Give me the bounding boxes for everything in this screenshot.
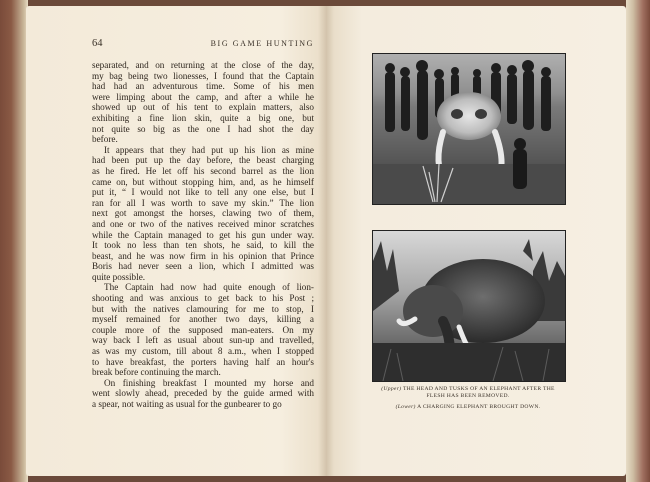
text-line: while the Captain managed to get his gun under way. (92, 229, 314, 240)
body-text (92, 60, 314, 410)
text-line: It appears that they had put up his lion as mine (104, 144, 314, 155)
text-line: not quite so big as the one I had shot the day (92, 123, 314, 134)
text-line: before. (92, 134, 118, 145)
text-line: as was my custom, till about 8 a.m., when I stopped (92, 346, 314, 357)
text-line: shooting and was anxious to get back to his Post ; (92, 293, 314, 304)
text-line: put it, “ I would not like to tell any one else, but I (92, 187, 314, 198)
text-line: ran for all I was worth to save my skin.” The lion (92, 197, 314, 208)
text-line: and one or two of the natives received minor scratches (92, 218, 314, 229)
caption-upper-text-2: FLESH HAS BEEN REMOVED. (426, 393, 510, 399)
running-head: BIG GAME HUNTING (210, 39, 314, 48)
text-line: my bag being two lionesses, I found that the Captain (92, 70, 314, 81)
text-line: had had an adventurous time. Some of his men (92, 81, 314, 92)
text-line: myself remained for another two days, killing a (92, 314, 314, 325)
text-line: as he fired. He let off his second barrel as the lion (92, 165, 314, 176)
book-gutter (318, 6, 334, 476)
text-line: couple more of the supposed man-eaters. On my (92, 324, 314, 335)
charging-elephant-image (373, 231, 565, 381)
text-line: break before continuing the march. (92, 367, 221, 378)
text-line: came on, but without stopping him, and, as he himself (92, 176, 314, 187)
page-number: 64 (92, 38, 103, 49)
caption-upper (372, 386, 564, 400)
photo-charging-elephant (372, 230, 566, 382)
text-line: exhibiting a fine lion skin, quite a big one, but (92, 112, 314, 123)
text-line: next got amongst the horses, clawing two of them, (92, 208, 314, 219)
text-line: separated, and on returning at the close of the day, (92, 60, 314, 70)
text-line: On finishing breakfast I mounted my horse and (104, 377, 314, 388)
text-line: had been put up the day before, the beast charging (92, 155, 314, 166)
text-line: went slowly ahead, preceded by the guide armed with (92, 388, 314, 399)
caption-upper-tag: (Upper) (381, 386, 402, 392)
page-header (92, 38, 314, 52)
caption-lower (372, 404, 564, 411)
left-page-edges (0, 0, 28, 482)
elephant-skull-image (373, 54, 565, 204)
right-page-edges (626, 0, 650, 482)
text-line: Boris had never seen a lion, which I admitted was (92, 261, 314, 272)
text-line: a spear, not waiting as usual for the gunbearer to go (92, 399, 282, 409)
text-line: to have breakfast, the porters having half an hour's (92, 356, 314, 367)
caption-upper-text: THE HEAD AND TUSKS OF AN ELEPHANT AFTER THE (402, 386, 555, 392)
text-line: The Captain had now had quite enough of lion- (104, 282, 314, 293)
caption-lower-text: A CHARGING ELEPHANT BROUGHT DOWN. (417, 404, 541, 410)
text-line: beast, and he was now firm in his opinion that Prince (92, 250, 314, 261)
text-line: It took no less than ten shots, he said, to kill the (92, 240, 314, 251)
text-line: quite possible. (92, 271, 146, 282)
text-line: but with the natives clamouring for me to stop, I (92, 303, 314, 314)
text-line: way back I left as usual about sun-up and travelled, (92, 335, 314, 346)
text-line: were limping about the camp, and after a while he (92, 91, 314, 102)
photo-elephant-skull (372, 53, 566, 205)
text-line: showed up out of his tent to explain matters, also (92, 102, 314, 113)
caption-lower-tag: (Lower) (395, 404, 416, 410)
